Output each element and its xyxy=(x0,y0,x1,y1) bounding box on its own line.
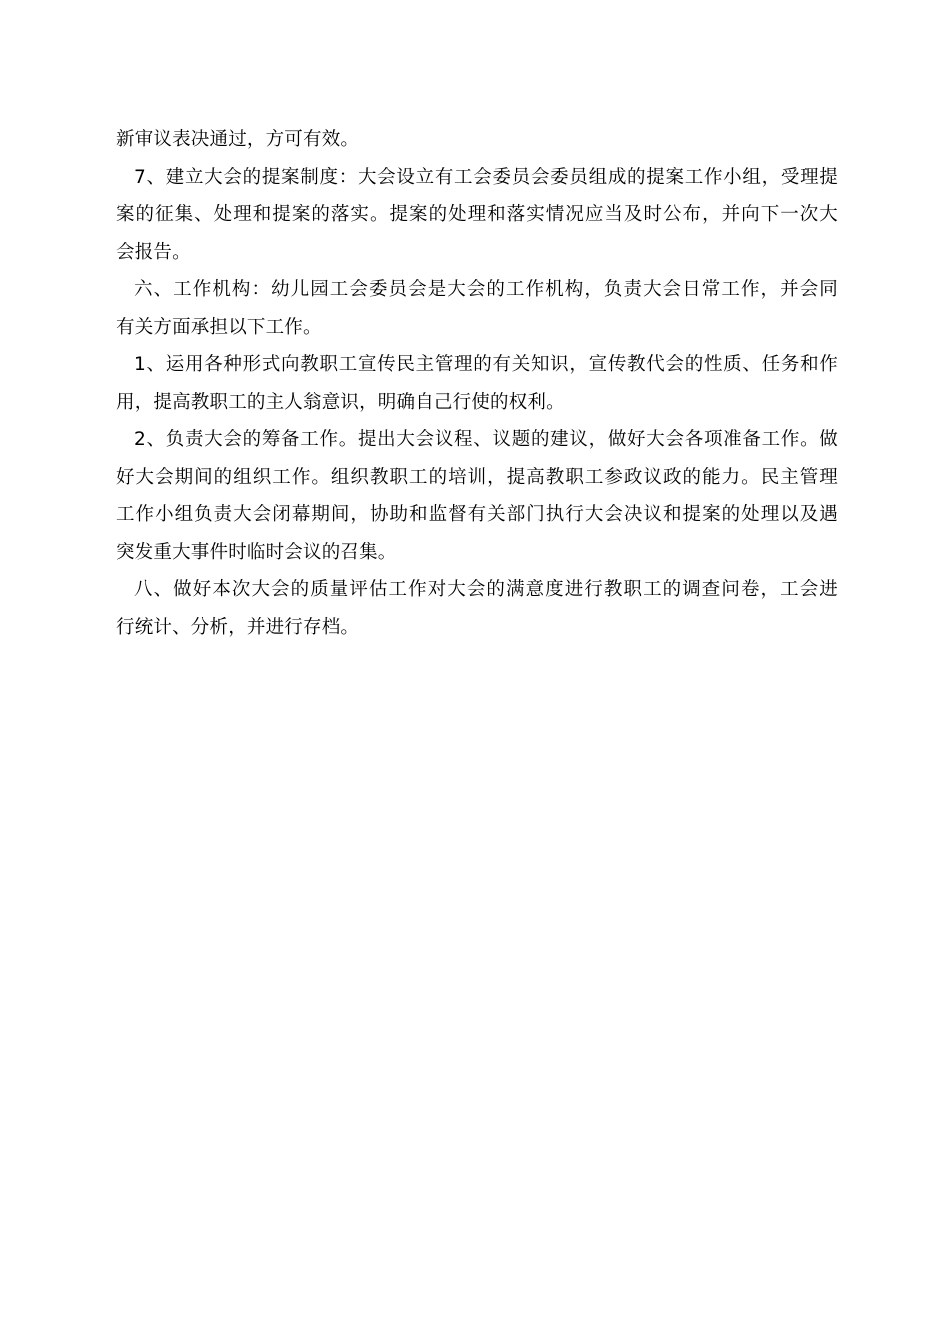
text-line: 会报告。 xyxy=(116,241,191,263)
text-line: 用，提高教职工的主人翁意识，明确自己行使的权利。 xyxy=(116,391,565,413)
paragraph-section-six xyxy=(116,271,838,346)
text-line: 有关方面承担以下工作。 xyxy=(116,316,322,338)
text-line: 好大会期间的组织工作。组织教职工的培训，提高教职工参政议政的能力。民主管理 xyxy=(116,466,838,488)
text-line: 案的征集、处理和提案的落实。提案的处理和落实情况应当及时公布，并向下一次大 xyxy=(116,204,838,225)
text-line: 突发重大事件时临时会议的召集。 xyxy=(116,541,397,563)
text-line: 2、负责大会的筹备工作。提出大会议程、议题的建议，做好大会各项准备工作。做 xyxy=(134,429,838,450)
paragraph-item-1 xyxy=(116,346,838,421)
document-body xyxy=(116,121,838,646)
paragraph-item-2 xyxy=(116,421,838,571)
text-line: 1、运用各种形式向教职工宣传民主管理的有关知识，宣传教代会的性质、任务和作 xyxy=(134,354,838,375)
paragraph-section-eight xyxy=(116,571,838,646)
paragraph-continuation xyxy=(116,121,838,159)
text-line: 六、工作机构：幼儿园工会委员会是大会的工作机构，负责大会日常工作，并会同 xyxy=(134,279,838,300)
text-line: 八、做好本次大会的质量评估工作对大会的满意度进行教职工的调查问卷，工会进 xyxy=(134,579,838,600)
text-line: 工作小组负责大会闭幕期间，协助和监督有关部门执行大会决议和提案的处理以及遇 xyxy=(116,504,838,525)
text-line: 行统计、分析，并进行存档。 xyxy=(116,616,360,638)
text-line: 7、建立大会的提案制度：大会设立有工会委员会委员组成的提案工作小组，受理提 xyxy=(134,166,838,188)
text-line: 新审议表决通过，方可有效。 xyxy=(116,129,360,150)
paragraph-item-7 xyxy=(116,159,838,272)
